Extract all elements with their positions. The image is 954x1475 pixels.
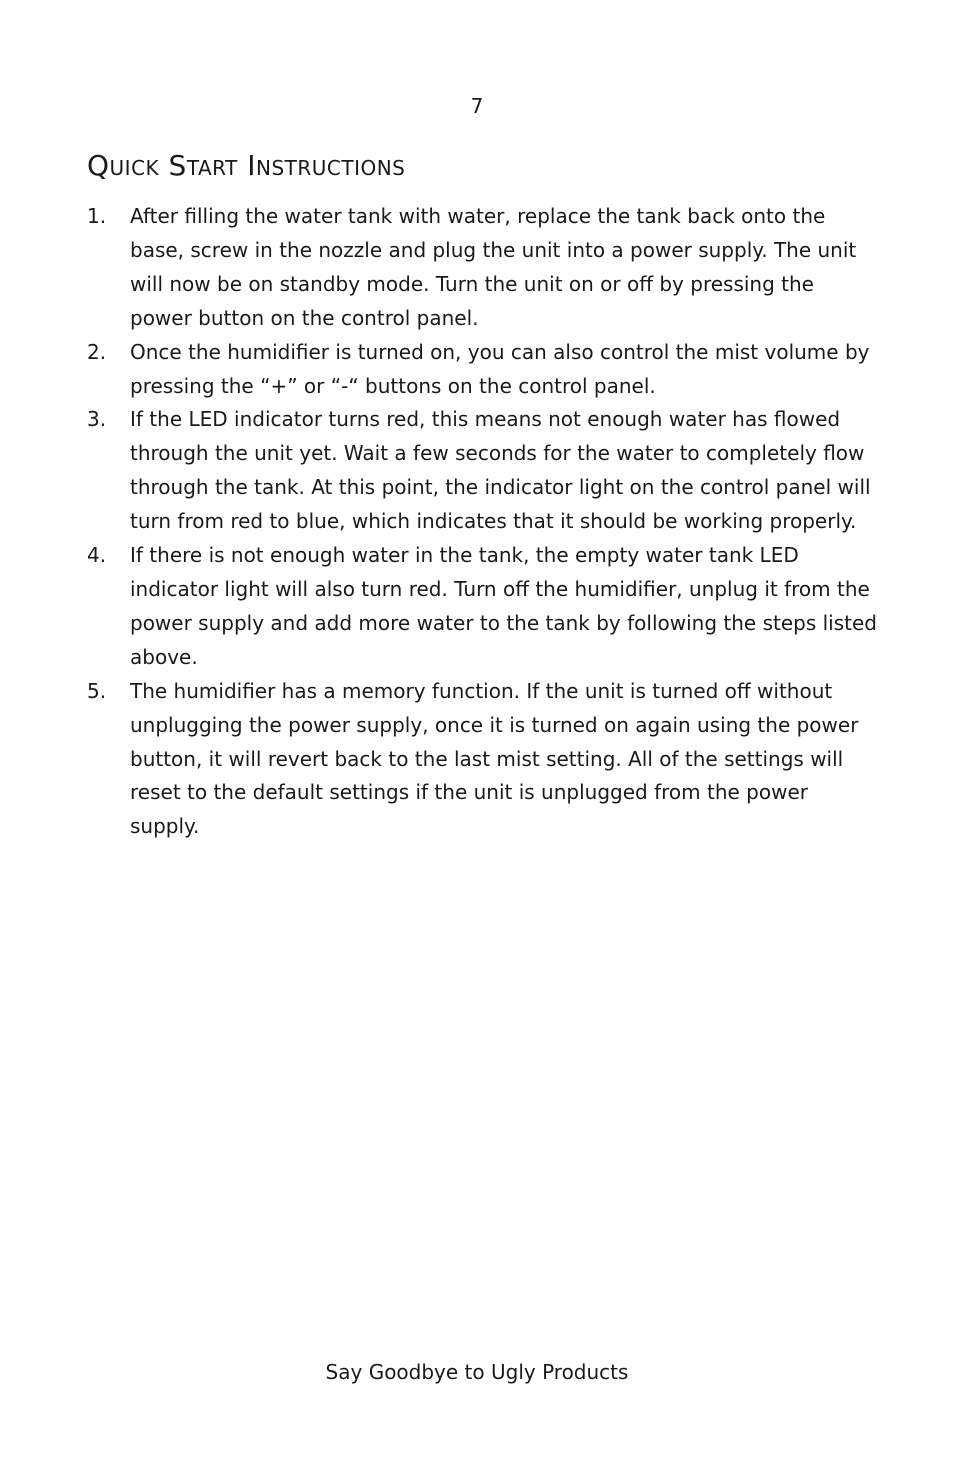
step-text: The humidifier has a memory function. If the unit is turned off without unplugging the power supply, once it is turned on again using the power button, it will revert back to the last mist setting. All of the settings will reset to the default settings if the unit is unplugged from the power supply. — [130, 678, 859, 839]
list-item — [87, 336, 877, 404]
step-text: If there is not enough water in the tank, the empty water tank LED indicator light will also turn red. Turn off the humidifier, unplug it from the power supply and add more water to the tank by following the steps listed above. — [130, 543, 877, 669]
step-number: 3. — [87, 407, 107, 432]
step-number: 5. — [87, 678, 107, 703]
step-number: 4. — [87, 543, 107, 568]
step-number: 2. — [87, 339, 107, 364]
page-footer: Say Goodbye to Ugly Products — [325, 1360, 629, 1384]
step-number: 1. — [87, 204, 107, 228]
list-item — [87, 403, 877, 539]
list-item — [87, 200, 877, 336]
list-item — [87, 675, 877, 845]
step-text: If the LED indicator turns red, this means not enough water has flowed through the unit yet. Wait a few seconds for the water to completely flow through the tank. At this point, the indicator light on the control panel will turn from red to blue, which indicates that it should be working properly. — [130, 407, 871, 534]
instruction-list — [87, 200, 877, 844]
list-item — [87, 539, 877, 675]
step-text: Once the humidifier is turned on, you can also control the mist volume by pressing the “+” or “-“ buttons on the control panel. — [130, 339, 870, 398]
section-heading: Quick Start Instructions — [87, 149, 406, 182]
page-number: 7 — [470, 94, 484, 118]
step-text: After filling the water tank with water, replace the tank back onto the base, screw in the nozzle and plug the unit into a power supply. The unit will now be on standby mode. Turn the unit on or off by pressing the power button on the control panel. — [130, 204, 857, 330]
